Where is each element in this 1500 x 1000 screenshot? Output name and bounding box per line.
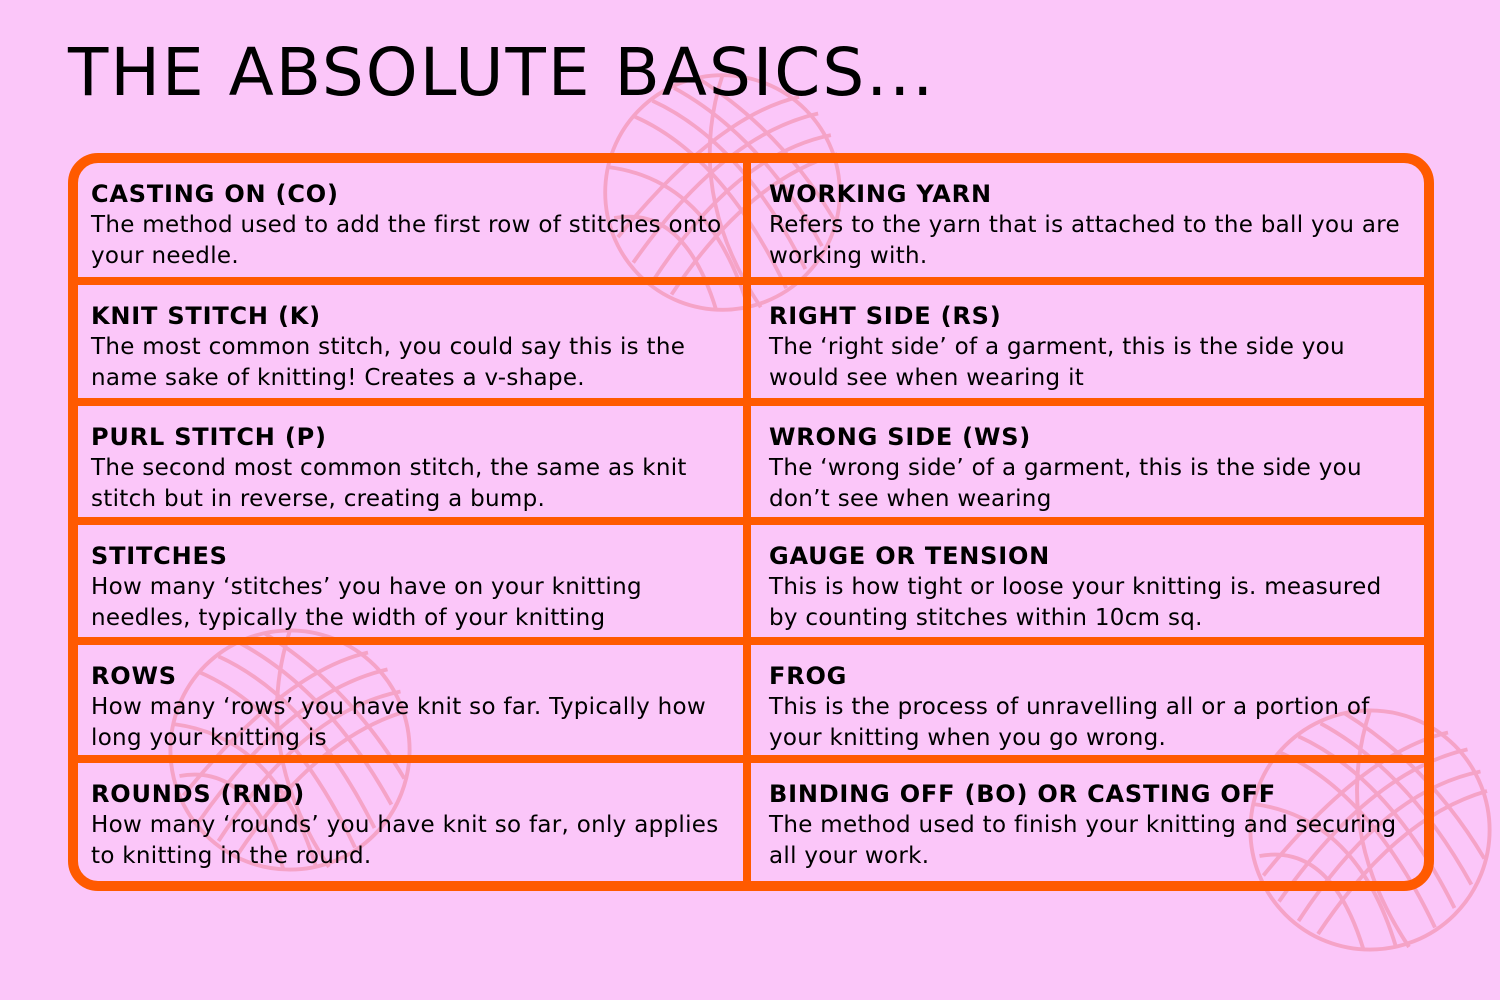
term-title: ROUNDS (RND) [91,780,306,808]
glossary-cell [78,163,751,285]
term-definition: The ‘wrong side’ of a garment, this is the side you don’t see when wearing [769,455,1362,512]
page-title: THE ABSOLUTE BASICS... [68,34,936,111]
glossary-table [68,153,1434,891]
glossary-cell [78,285,751,406]
glossary-cell [751,645,1424,763]
term-definition: How many ‘stitches’ you have on your knitting needles, typically the width of your knitting [91,574,642,631]
glossary-cell [751,525,1424,645]
term-definition: The method used to finish your knitting and securing all your work. [769,812,1397,869]
term-definition: How many ‘rounds’ you have knit so far, only applies to knitting in the round. [91,812,719,869]
term-title: ROWS [91,662,177,690]
glossary-cell [78,406,751,525]
term-title: BINDING OFF (BO) OR CASTING OFF [769,780,1276,808]
glossary-cell [78,763,751,881]
term-definition: This is the process of unravelling all or a portion of your knitting when you go wrong. [769,694,1370,751]
term-title: FROG [769,662,848,690]
term-title: WRONG SIDE (WS) [769,423,1032,451]
glossary-cell [751,406,1424,525]
term-title: PURL STITCH (P) [91,423,327,451]
term-definition: How many ‘rows’ you have knit so far. Typically how long your knitting is [91,694,706,751]
term-definition: The ‘right side’ of a garment, this is the side you would see when wearing it [769,334,1345,391]
term-definition: Refers to the yarn that is attached to the ball you are working with. [769,212,1400,269]
term-definition: The method used to add the first row of stitches onto your needle. [91,212,722,269]
term-title: RIGHT SIDE (RS) [769,302,1002,330]
glossary-cell [78,645,751,763]
glossary-cell [751,763,1424,881]
term-definition: The second most common stitch, the same as knit stitch but in reverse, creating a bump. [91,455,687,512]
term-title: WORKING YARN [769,180,992,208]
term-definition: This is how tight or loose your knitting is. measured by counting stitches within 10cm sq. [769,574,1382,631]
term-title: STITCHES [91,542,228,570]
glossary-cell [751,285,1424,406]
term-title: GAUGE OR TENSION [769,542,1051,570]
term-definition: The most common stitch, you could say this is the name sake of knitting! Creates a v-shape. [91,334,686,391]
term-title: KNIT STITCH (K) [91,302,321,330]
glossary-cell [78,525,751,645]
glossary-cell [751,163,1424,285]
term-title: CASTING ON (CO) [91,180,339,208]
